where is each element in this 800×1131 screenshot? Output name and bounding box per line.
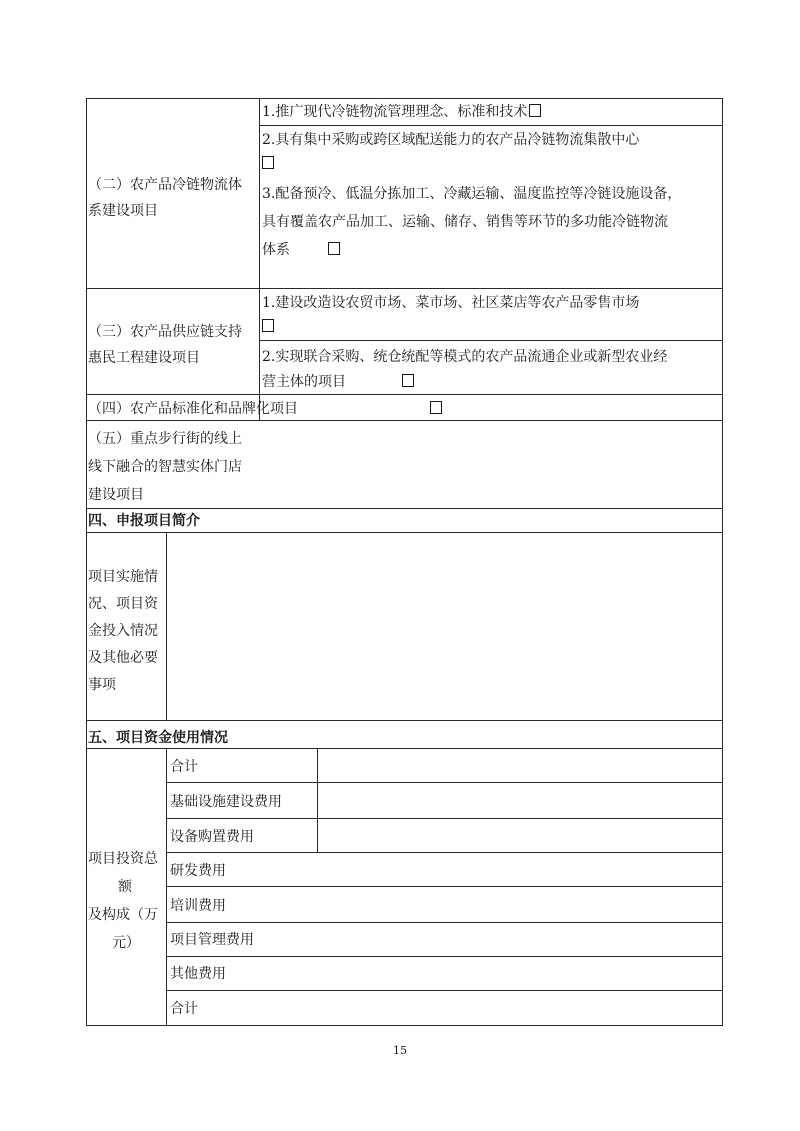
- checkbox[interactable]: [262, 156, 274, 169]
- sec5-label-line1: （五）重点步行街的线上: [88, 431, 242, 447]
- fund-item-total: 合计: [170, 759, 198, 775]
- page-number: 15: [393, 1044, 407, 1057]
- checkbox[interactable]: [529, 104, 541, 117]
- intro-label-2: 况、项目资: [88, 596, 158, 612]
- fund-item-equipment: 设备购置费用: [170, 829, 254, 845]
- fund-label-3: 及构成（万: [88, 907, 158, 923]
- fund-label-4: 元）: [112, 935, 140, 951]
- sec5-label-line2: 线下融合的智慧实体门店: [88, 459, 242, 475]
- sec2-item2-box: [262, 151, 274, 177]
- fund-label-2: 额: [118, 879, 132, 895]
- sec3-item1-box: [262, 314, 274, 340]
- sec2-item1: 1.推广现代冷链物流管理理念、标准和技术: [262, 99, 541, 125]
- intro-label-4: 及其他必要: [88, 650, 158, 666]
- intro-label-5: 事项: [88, 677, 116, 693]
- fund-item-training: 培训费用: [170, 898, 226, 914]
- section-four-title: 四、申报项目简介: [88, 513, 200, 529]
- sec2-item3-line3: 体系: [262, 237, 340, 263]
- intro-label-3: 金投入情况: [88, 623, 158, 639]
- section-five-title: 五、项目资金使用情况: [88, 730, 228, 746]
- fund-item-total-2: 合计: [170, 1001, 198, 1017]
- sec3-item2-line2: 营主体的项目: [262, 369, 414, 395]
- sec2-label-line1: （二）农产品冷链物流体: [88, 177, 242, 193]
- sec5-label-line3: 建设项目: [88, 487, 144, 503]
- checkbox[interactable]: [262, 319, 274, 332]
- sec2-item3-line2: 具有覆盖农产品加工、运输、储存、销售等环节的多功能冷链物流: [262, 214, 668, 230]
- fund-item-management: 项目管理费用: [170, 932, 254, 948]
- fund-item-other: 其他费用: [170, 966, 226, 982]
- checkbox[interactable]: [430, 401, 442, 414]
- checkbox[interactable]: [328, 242, 340, 255]
- sec3-label-line2: 惠民工程建设项目: [88, 350, 200, 366]
- fund-item-infrastructure: 基础设施建设费用: [170, 794, 282, 810]
- sec3-label-line1: （三）农产品供应链支持: [88, 324, 242, 340]
- fund-label-1: 项目投资总: [88, 851, 158, 867]
- sec2-label-line2: 系建设项目: [88, 203, 158, 219]
- checkbox[interactable]: [402, 374, 414, 387]
- sec3-item2-line1: 2.实现联合采购、统仓统配等模式的农产品流通企业或新型农业经: [262, 349, 668, 365]
- intro-label-1: 项目实施情: [88, 569, 158, 585]
- sec2-item2: 2.具有集中采购或跨区域配送能力的农产品冷链物流集散中心: [262, 132, 640, 148]
- sec3-item1: 1.建设改造设农贸市场、菜市场、社区菜店等农产品零售市场: [262, 295, 640, 311]
- sec2-item3-line1: 3.配备预冷、低温分拣加工、冷藏运输、温度监控等冷链设施设备，: [262, 186, 682, 202]
- sec4-label: （四）农产品标准化和品牌化项目: [88, 396, 442, 422]
- fund-item-rnd: 研发费用: [170, 863, 226, 879]
- intro-content-field[interactable]: [168, 534, 720, 718]
